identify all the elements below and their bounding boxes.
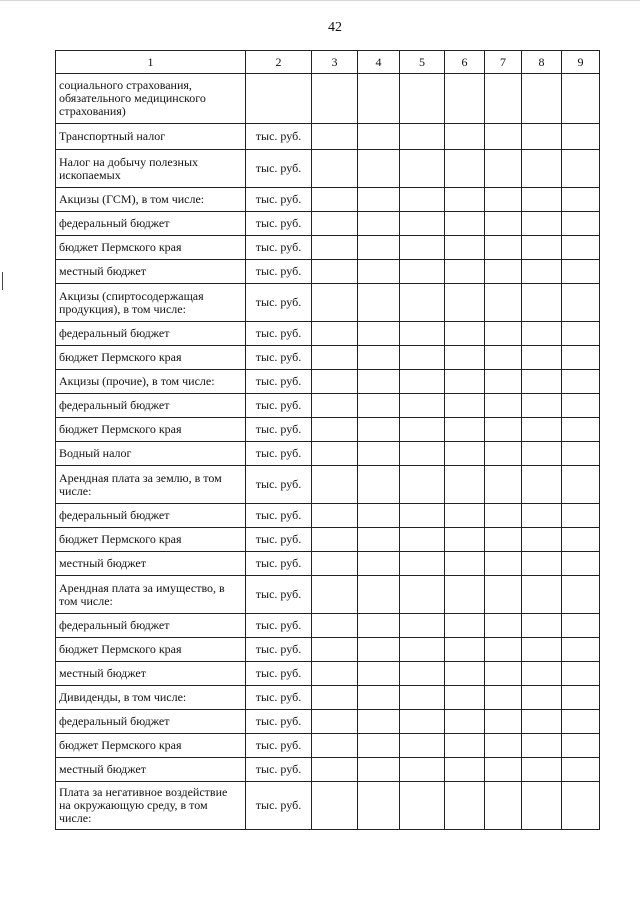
empty-cell bbox=[562, 150, 600, 188]
empty-cell bbox=[358, 212, 400, 236]
empty-cell bbox=[522, 662, 562, 686]
row-unit-cell: тыс. руб. bbox=[246, 576, 312, 614]
row-unit-cell: тыс. руб. bbox=[246, 418, 312, 442]
empty-cell bbox=[312, 346, 358, 370]
column-header: 4 bbox=[358, 51, 400, 74]
empty-cell bbox=[445, 74, 485, 124]
empty-cell bbox=[400, 614, 445, 638]
row-name-cell: Дивиденды, в том числе: bbox=[56, 686, 246, 710]
empty-cell bbox=[485, 124, 522, 150]
empty-cell bbox=[522, 782, 562, 830]
table-row bbox=[56, 394, 600, 418]
row-unit-cell: тыс. руб. bbox=[246, 710, 312, 734]
empty-cell bbox=[358, 188, 400, 212]
empty-cell bbox=[400, 236, 445, 260]
page-top-rule bbox=[0, 0, 640, 1]
empty-cell bbox=[312, 74, 358, 124]
empty-cell bbox=[445, 686, 485, 710]
empty-cell bbox=[312, 614, 358, 638]
empty-cell bbox=[562, 710, 600, 734]
empty-cell bbox=[445, 442, 485, 466]
empty-cell bbox=[485, 638, 522, 662]
row-unit-cell: тыс. руб. bbox=[246, 188, 312, 212]
empty-cell bbox=[400, 260, 445, 284]
empty-cell bbox=[358, 284, 400, 322]
empty-cell bbox=[485, 576, 522, 614]
row-unit-cell: тыс. руб. bbox=[246, 638, 312, 662]
row-name-cell: Арендная плата за землю, в том числе: bbox=[56, 466, 246, 504]
empty-cell bbox=[485, 662, 522, 686]
table-row bbox=[56, 758, 600, 782]
table-row bbox=[56, 504, 600, 528]
empty-cell bbox=[400, 782, 445, 830]
row-name-cell: бюджет Пермского края bbox=[56, 528, 246, 552]
row-unit-cell bbox=[246, 74, 312, 124]
empty-cell bbox=[522, 552, 562, 576]
empty-cell bbox=[312, 552, 358, 576]
empty-cell bbox=[358, 346, 400, 370]
empty-cell bbox=[562, 284, 600, 322]
empty-cell bbox=[522, 576, 562, 614]
empty-cell bbox=[522, 418, 562, 442]
empty-cell bbox=[312, 370, 358, 394]
empty-cell bbox=[400, 466, 445, 504]
empty-cell bbox=[445, 614, 485, 638]
empty-cell bbox=[562, 74, 600, 124]
empty-cell bbox=[485, 418, 522, 442]
empty-cell bbox=[312, 322, 358, 346]
table-row bbox=[56, 552, 600, 576]
empty-cell bbox=[400, 346, 445, 370]
empty-cell bbox=[445, 418, 485, 442]
empty-cell bbox=[522, 638, 562, 662]
row-unit-cell: тыс. руб. bbox=[246, 758, 312, 782]
row-name-cell: федеральный бюджет bbox=[56, 322, 246, 346]
empty-cell bbox=[522, 322, 562, 346]
empty-cell bbox=[445, 758, 485, 782]
empty-cell bbox=[358, 370, 400, 394]
empty-cell bbox=[400, 322, 445, 346]
empty-cell bbox=[562, 466, 600, 504]
empty-cell bbox=[522, 442, 562, 466]
empty-cell bbox=[312, 782, 358, 830]
empty-cell bbox=[485, 442, 522, 466]
empty-cell bbox=[312, 528, 358, 552]
empty-cell bbox=[400, 662, 445, 686]
empty-cell bbox=[445, 322, 485, 346]
empty-cell bbox=[522, 394, 562, 418]
empty-cell bbox=[445, 394, 485, 418]
table-row bbox=[56, 188, 600, 212]
row-name-cell: Акцизы (спиртосодержащая продукция), в том числе: bbox=[56, 284, 246, 322]
empty-cell bbox=[312, 212, 358, 236]
empty-cell bbox=[400, 418, 445, 442]
empty-cell bbox=[562, 394, 600, 418]
empty-cell bbox=[400, 504, 445, 528]
row-name-cell: федеральный бюджет bbox=[56, 614, 246, 638]
empty-cell bbox=[400, 124, 445, 150]
empty-cell bbox=[445, 212, 485, 236]
row-name-cell: Налог на добычу полезных ископаемых bbox=[56, 150, 246, 188]
row-unit-cell: тыс. руб. bbox=[246, 124, 312, 150]
empty-cell bbox=[485, 394, 522, 418]
table-row bbox=[56, 442, 600, 466]
empty-cell bbox=[445, 782, 485, 830]
row-unit-cell: тыс. руб. bbox=[246, 322, 312, 346]
empty-cell bbox=[485, 236, 522, 260]
empty-cell bbox=[522, 74, 562, 124]
empty-cell bbox=[358, 614, 400, 638]
empty-cell bbox=[445, 466, 485, 504]
table-row bbox=[56, 346, 600, 370]
empty-cell bbox=[562, 370, 600, 394]
empty-cell bbox=[485, 710, 522, 734]
table-row bbox=[56, 236, 600, 260]
empty-cell bbox=[400, 150, 445, 188]
row-name-cell: Плата за негативное воздействие на окружающую среду, в том числе: bbox=[56, 782, 246, 830]
row-unit-cell: тыс. руб. bbox=[246, 504, 312, 528]
empty-cell bbox=[562, 686, 600, 710]
column-header: 8 bbox=[522, 51, 562, 74]
header-row bbox=[56, 51, 600, 74]
empty-cell bbox=[358, 74, 400, 124]
row-unit-cell: тыс. руб. bbox=[246, 686, 312, 710]
empty-cell bbox=[485, 614, 522, 638]
empty-cell bbox=[562, 504, 600, 528]
empty-cell bbox=[522, 758, 562, 782]
empty-cell bbox=[522, 734, 562, 758]
row-unit-cell: тыс. руб. bbox=[246, 782, 312, 830]
empty-cell bbox=[358, 576, 400, 614]
table-row bbox=[56, 614, 600, 638]
budget-table bbox=[55, 50, 600, 830]
empty-cell bbox=[445, 150, 485, 188]
empty-cell bbox=[358, 322, 400, 346]
row-name-cell: Акцизы (прочие), в том числе: bbox=[56, 370, 246, 394]
empty-cell bbox=[485, 782, 522, 830]
row-name-cell: федеральный бюджет bbox=[56, 504, 246, 528]
page-number: 42 bbox=[328, 20, 342, 35]
empty-cell bbox=[400, 734, 445, 758]
row-unit-cell: тыс. руб. bbox=[246, 284, 312, 322]
table-row bbox=[56, 124, 600, 150]
row-unit-cell: тыс. руб. bbox=[246, 394, 312, 418]
empty-cell bbox=[485, 188, 522, 212]
empty-cell bbox=[562, 576, 600, 614]
empty-cell bbox=[562, 212, 600, 236]
empty-cell bbox=[358, 782, 400, 830]
empty-cell bbox=[358, 758, 400, 782]
empty-cell bbox=[312, 188, 358, 212]
table-row bbox=[56, 74, 600, 124]
empty-cell bbox=[445, 710, 485, 734]
empty-cell bbox=[400, 638, 445, 662]
row-name-cell: местный бюджет bbox=[56, 662, 246, 686]
empty-cell bbox=[485, 74, 522, 124]
empty-cell bbox=[400, 576, 445, 614]
table-row bbox=[56, 212, 600, 236]
empty-cell bbox=[485, 284, 522, 322]
empty-cell bbox=[358, 150, 400, 188]
row-unit-cell: тыс. руб. bbox=[246, 346, 312, 370]
empty-cell bbox=[445, 662, 485, 686]
empty-cell bbox=[485, 150, 522, 188]
margin-mark bbox=[2, 272, 3, 290]
empty-cell bbox=[445, 260, 485, 284]
row-unit-cell: тыс. руб. bbox=[246, 442, 312, 466]
row-unit-cell: тыс. руб. bbox=[246, 528, 312, 552]
empty-cell bbox=[445, 124, 485, 150]
empty-cell bbox=[358, 638, 400, 662]
empty-cell bbox=[312, 124, 358, 150]
row-name-cell: Акцизы (ГСМ), в том числе: bbox=[56, 188, 246, 212]
empty-cell bbox=[522, 260, 562, 284]
empty-cell bbox=[445, 638, 485, 662]
empty-cell bbox=[358, 418, 400, 442]
empty-cell bbox=[400, 442, 445, 466]
empty-cell bbox=[562, 260, 600, 284]
row-name-cell: бюджет Пермского края bbox=[56, 236, 246, 260]
empty-cell bbox=[562, 188, 600, 212]
empty-cell bbox=[312, 504, 358, 528]
table-row bbox=[56, 418, 600, 442]
empty-cell bbox=[312, 710, 358, 734]
row-unit-cell: тыс. руб. bbox=[246, 614, 312, 638]
empty-cell bbox=[562, 614, 600, 638]
empty-cell bbox=[522, 710, 562, 734]
empty-cell bbox=[485, 686, 522, 710]
empty-cell bbox=[522, 466, 562, 504]
empty-cell bbox=[445, 734, 485, 758]
empty-cell bbox=[400, 74, 445, 124]
row-name-cell: социального страхования, обязательного медицинского страхования) bbox=[56, 74, 246, 124]
row-unit-cell: тыс. руб. bbox=[246, 236, 312, 260]
empty-cell bbox=[562, 638, 600, 662]
empty-cell bbox=[312, 466, 358, 504]
empty-cell bbox=[562, 758, 600, 782]
empty-cell bbox=[485, 322, 522, 346]
column-header: 9 bbox=[562, 51, 600, 74]
empty-cell bbox=[522, 370, 562, 394]
empty-cell bbox=[400, 212, 445, 236]
empty-cell bbox=[358, 124, 400, 150]
empty-cell bbox=[312, 576, 358, 614]
empty-cell bbox=[522, 212, 562, 236]
empty-cell bbox=[400, 188, 445, 212]
table-row bbox=[56, 734, 600, 758]
empty-cell bbox=[485, 212, 522, 236]
empty-cell bbox=[562, 346, 600, 370]
empty-cell bbox=[522, 686, 562, 710]
empty-cell bbox=[485, 370, 522, 394]
empty-cell bbox=[400, 686, 445, 710]
empty-cell bbox=[400, 370, 445, 394]
column-header: 6 bbox=[445, 51, 485, 74]
empty-cell bbox=[562, 734, 600, 758]
row-name-cell: Транспортный налог bbox=[56, 124, 246, 150]
table-row bbox=[56, 150, 600, 188]
empty-cell bbox=[445, 284, 485, 322]
table-row bbox=[56, 370, 600, 394]
empty-cell bbox=[485, 734, 522, 758]
empty-cell bbox=[522, 124, 562, 150]
row-name-cell: федеральный бюджет bbox=[56, 710, 246, 734]
row-name-cell: местный бюджет bbox=[56, 758, 246, 782]
empty-cell bbox=[358, 528, 400, 552]
empty-cell bbox=[312, 260, 358, 284]
empty-cell bbox=[562, 418, 600, 442]
empty-cell bbox=[312, 394, 358, 418]
empty-cell bbox=[400, 758, 445, 782]
row-name-cell: федеральный бюджет bbox=[56, 394, 246, 418]
empty-cell bbox=[485, 528, 522, 552]
table-row bbox=[56, 662, 600, 686]
empty-cell bbox=[562, 124, 600, 150]
empty-cell bbox=[522, 150, 562, 188]
empty-cell bbox=[312, 758, 358, 782]
row-unit-cell: тыс. руб. bbox=[246, 370, 312, 394]
row-unit-cell: тыс. руб. bbox=[246, 150, 312, 188]
empty-cell bbox=[445, 188, 485, 212]
empty-cell bbox=[445, 346, 485, 370]
table-row bbox=[56, 686, 600, 710]
table-row bbox=[56, 782, 600, 830]
column-header: 5 bbox=[400, 51, 445, 74]
table-row bbox=[56, 710, 600, 734]
empty-cell bbox=[485, 260, 522, 284]
empty-cell bbox=[522, 614, 562, 638]
empty-cell bbox=[358, 552, 400, 576]
empty-cell bbox=[562, 552, 600, 576]
empty-cell bbox=[445, 528, 485, 552]
row-name-cell: бюджет Пермского края bbox=[56, 418, 246, 442]
empty-cell bbox=[312, 686, 358, 710]
empty-cell bbox=[562, 442, 600, 466]
empty-cell bbox=[562, 236, 600, 260]
empty-cell bbox=[358, 394, 400, 418]
row-name-cell: федеральный бюджет bbox=[56, 212, 246, 236]
empty-cell bbox=[485, 466, 522, 504]
column-header: 2 bbox=[246, 51, 312, 74]
empty-cell bbox=[358, 466, 400, 504]
row-name-cell: Водный налог bbox=[56, 442, 246, 466]
empty-cell bbox=[312, 150, 358, 188]
table-row bbox=[56, 576, 600, 614]
empty-cell bbox=[522, 346, 562, 370]
table-body bbox=[56, 74, 600, 830]
column-header: 7 bbox=[485, 51, 522, 74]
empty-cell bbox=[522, 528, 562, 552]
empty-cell bbox=[358, 442, 400, 466]
empty-cell bbox=[562, 528, 600, 552]
table-row bbox=[56, 638, 600, 662]
empty-cell bbox=[522, 188, 562, 212]
row-name-cell: бюджет Пермского края bbox=[56, 638, 246, 662]
empty-cell bbox=[358, 686, 400, 710]
row-unit-cell: тыс. руб. bbox=[246, 734, 312, 758]
row-name-cell: местный бюджет bbox=[56, 260, 246, 284]
row-unit-cell: тыс. руб. bbox=[246, 466, 312, 504]
empty-cell bbox=[312, 284, 358, 322]
row-unit-cell: тыс. руб. bbox=[246, 260, 312, 284]
table-row bbox=[56, 466, 600, 504]
table-row bbox=[56, 322, 600, 346]
empty-cell bbox=[312, 236, 358, 260]
empty-cell bbox=[445, 236, 485, 260]
row-unit-cell: тыс. руб. bbox=[246, 552, 312, 576]
empty-cell bbox=[562, 322, 600, 346]
empty-cell bbox=[485, 758, 522, 782]
row-name-cell: бюджет Пермского края bbox=[56, 346, 246, 370]
table-row bbox=[56, 284, 600, 322]
empty-cell bbox=[522, 284, 562, 322]
empty-cell bbox=[358, 710, 400, 734]
empty-cell bbox=[312, 734, 358, 758]
empty-cell bbox=[522, 504, 562, 528]
empty-cell bbox=[358, 236, 400, 260]
empty-cell bbox=[358, 734, 400, 758]
row-name-cell: бюджет Пермского края bbox=[56, 734, 246, 758]
empty-cell bbox=[312, 418, 358, 442]
empty-cell bbox=[562, 782, 600, 830]
empty-cell bbox=[522, 236, 562, 260]
table-row bbox=[56, 260, 600, 284]
row-unit-cell: тыс. руб. bbox=[246, 662, 312, 686]
row-name-cell: Арендная плата за имущество, в том числе: bbox=[56, 576, 246, 614]
empty-cell bbox=[445, 370, 485, 394]
empty-cell bbox=[485, 552, 522, 576]
empty-cell bbox=[445, 576, 485, 614]
empty-cell bbox=[400, 710, 445, 734]
table-row bbox=[56, 528, 600, 552]
empty-cell bbox=[312, 442, 358, 466]
empty-cell bbox=[358, 662, 400, 686]
empty-cell bbox=[400, 394, 445, 418]
empty-cell bbox=[358, 260, 400, 284]
empty-cell bbox=[400, 284, 445, 322]
empty-cell bbox=[358, 504, 400, 528]
row-name-cell: местный бюджет bbox=[56, 552, 246, 576]
empty-cell bbox=[400, 552, 445, 576]
empty-cell bbox=[485, 346, 522, 370]
empty-cell bbox=[312, 638, 358, 662]
empty-cell bbox=[562, 662, 600, 686]
column-header: 3 bbox=[312, 51, 358, 74]
column-header: 1 bbox=[56, 51, 246, 74]
row-unit-cell: тыс. руб. bbox=[246, 212, 312, 236]
empty-cell bbox=[485, 504, 522, 528]
empty-cell bbox=[312, 662, 358, 686]
empty-cell bbox=[445, 504, 485, 528]
empty-cell bbox=[400, 528, 445, 552]
empty-cell bbox=[445, 552, 485, 576]
